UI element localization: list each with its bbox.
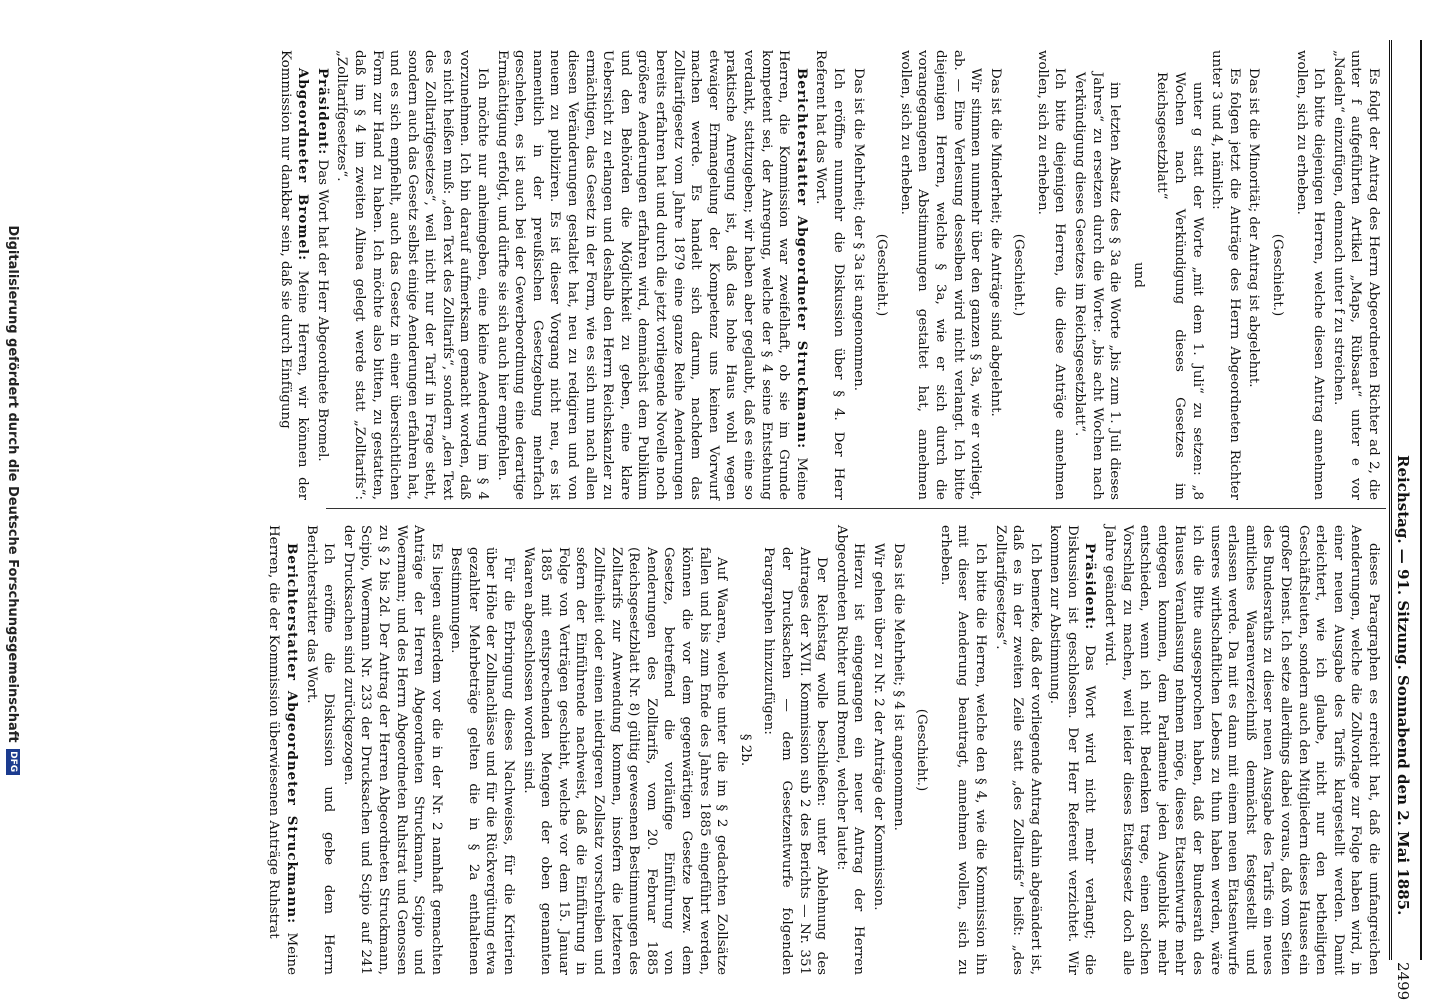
speech-paragraph — [276, 50, 311, 500]
body-paragraph: Wir gehen über zu Nr. 2 der Anträge der Kommission. — [870, 543, 886, 911]
speech-paragraph — [1046, 525, 1099, 975]
right-column — [263, 525, 1382, 975]
centered-line: (Geschieht.) — [914, 708, 930, 792]
page-number: 2499 — [1394, 962, 1412, 1000]
quoted-motion: im letzten Absatz des § 3a die Worte „bis zum 1. Juli dieses Jahres“ zu ersetzen durch die Worte: „bis acht Wochen nach Verkündigung dieses Gesetzes im Reichsgesetzblatt“. — [1072, 72, 1123, 500]
body-paragraph: Ich bitte diejenigen Herren, welche diesen Antrag annehmen wollen, sich zu erheben. — [1293, 50, 1327, 500]
page-header-title: Reichstag. — 91. Sitzung. Sonnabend den 2. Mai 1885. — [1394, 455, 1412, 916]
body-paragraph: Ich bitte die Herren, welche den § 4, wie die Kommission ihn mit dieser Aenderung beantragt, annehmen wollen, sich zu erheben. — [937, 525, 988, 975]
quoted-motion: Der Reichstag wolle beschließen: unter Ablehnung des Antrages der XVII. Kommission sub 2 des Berichts — Nr. 351 der Drucksachen — dem Gesetzentwurfe folgenden Paragraphen hinzuzufügen: — [761, 547, 830, 975]
body-paragraph: Ich eröffne die Diskussion und gebe dem Herrn Berichterstatter das Wort. — [303, 525, 337, 975]
body-paragraph: Wir stimmen nunmehr über den ganzen § 3a, wie er vorliegt, ab. — Eine Verlesung desselben wird nicht verlangt. Ich bitte diejenigen Herren, welche § 3a, wie er sich durch die vorangegangenen Abstimmungen gestaltet hat, annehmen wollen, sich zu erheben. — [897, 50, 984, 500]
body-paragraph: Ich bemerke, daß der vorliegende Antrag dahin abgeändert ist, daß es in der zweiten Zeile statt „des Zolltarifs“ heißt: „des Zolltarifgesetzes“. — [992, 525, 1043, 975]
body-paragraph: dieses Paragraphen es erreicht hat, daß die umfangreichen Aenderungen, welche die Zollvorlage zur Folge haben wird, in einer neuen Ausgabe des Tarifs klargestellt werden. Damit erleichtert, wie ich glaube, nicht nur den betheiligten Geschäftsleuten, sondern auch den Mitgliedern dieses Hauses ein großer Dienst. Ich setze allerdings dabei voraus, daß vom Seiten des Bundesraths zu dieser neuen Ausgabe des Tarifs ein neues amtliches Waarenverzeichniß demnächst festgestellt und erlassen werde. Da mit es dann mit einem neuen Etatsentwurfe unseres wirthschaftlichen Lebens zu thun haben werden, wäre ich die Bitte ausgesprochen haben, daß der Bundesrath des Hauses Veranlassung nehmen möge, dieses Etatsentwurfe mehr entgegen kommen, dem Parlamente jeden Augenblick mehr entschieden, wenn ich nicht Bedenken trage, einen solchen Vorschlag zu machen, weil leider dieses Etatsgesetz doch alle Jahre geändert wird. — [1102, 525, 1381, 975]
speech-text: Meine Herren, wir können der Kommission nur dankbar sein, daß sie durch Einfügung — [277, 50, 311, 501]
speaker-name: Präsident: — [314, 68, 331, 156]
speech-text: Meine Herren, die Kommission war zweifelhaft, ob sie im Grunde kompetent sei, der Anregung, welche der § 4 seine Entstehung verdankt, stattzugeben; wir haben aber geglaubt, daß es eine so praktische Anregung ist, daß das hohe Haus wohl wegen etwaiger Ermangelung der Kompetenz uns keinen Vorwurf machen werde. Es handelt sich darum, nachdem das Zolltarifgesetz vom Jahre 1879 eine ganze Reihe Aenderungen bereits erfahren hat und durch die jetzt vorliegende Novelle noch größere Aenderungen erfahren wird, demnächst dem Publikum und den Behörden die Möglichkeit zu geben, eine klare Uebersicht zu erlangen und deshalb den Herrn Reichskanzler zu ermächtigen, das Gesetz in der Form, wie es sich nun nach allen diesen Veränderungen gestaltet hat, neu zu redigiren und von neuem zu publiziren. Es ist dieser Vorgang nicht neu, es ist namentlich in der preußischen Gesetzgebung mehrfach geschehen, es ist auch bei der Gewerbeordnung eine derartige Ermächtigung erfolgt, und dürfte sie sich auch hier empfehlen. — [494, 50, 809, 500]
left-column — [274, 50, 1382, 500]
speech-text: Das Wort hat der Herr Abgeordnete Bromel. — [314, 159, 330, 462]
body-paragraph: Ich bitte diejenigen Herren, die diese Anträge annehmen wollen, sich zu erheben. — [1034, 50, 1068, 500]
body-paragraph: Das ist die Minderheit; die Anträge sind abgelehnt. — [987, 68, 1003, 417]
body-paragraph: Das ist die Mehrheit; § 4 ist angenommen. — [890, 543, 906, 831]
body-paragraph: Ich eröffne nunmehr die Diskussion über § 4. Der Herr Referent hat das Wort. — [813, 50, 846, 500]
centered-line: (Geschieht.) — [874, 233, 890, 317]
body-paragraph: Das ist die Minorität; der Antrag ist abgelehnt. — [1246, 68, 1262, 388]
credit-text: Digitalisierung gefördert durch die Deutsche Forschungsgemeinschaft — [5, 225, 21, 743]
dfg-logo: DFG — [6, 749, 20, 775]
speech-paragraph — [493, 50, 810, 500]
speaker-name: Berichterstatter Abgeordneter Struckmann: — [793, 68, 810, 450]
speaker-name: Abgeordneter Bromel: — [295, 68, 312, 262]
quoted-motion: unter g statt der Worte „mit dem 1. Juli“ zu setzen: „8 Wochen nach Verkündigung dieses Gesetzes im Reichsgesetzblatt“ — [1154, 72, 1205, 500]
centered-line: und — [1130, 262, 1146, 288]
quoted-motion: Auf Waaren, welche unter die im § 2 gedachten Zollsätze fallen und bis zum Ende des Jahres 1885 eingeführt werden, können die vor dem gegenwärtigen Gesetze bezw. dem Gesetze, betreffend die vorläufige Einführung von Aenderungen des Zolltarifs, vom 20. Februar 1885 (Reichsgesetzblatt Nr. 8) gültig gewesenen Bestimmungen des Zolltarifs zur Anwendung kommen, insofern die letzteren Zollfreiheit oder einen niedrigeren Zollsatz vorschreiben und sofern der Einführende nachweist, daß die Einführung in Folge von Verträgen geschieht, welche vor dem 15. Januar 1885 mit entsprechenden Mengen der oben genannten Waaren abgeschlossen worden sind. — [520, 547, 730, 975]
speech-text: Meine Herren, die der Kommission überwiesenen Anträge Ruhstrat — [266, 525, 299, 975]
speech-paragraph — [313, 50, 331, 500]
centered-line: § 2b. — [737, 733, 753, 767]
speech-text: Das Wort wird nicht mehr verlangt; die Diskussion ist geschlossen. Der Herr Referent verzichtet. Wir kommen zur Abstimmung. — [1047, 525, 1098, 975]
body-paragraph: Das ist die Mehrheit; der § 3a ist angenommen. — [850, 68, 866, 391]
centered-line: (Geschieht.) — [1011, 233, 1027, 317]
centered-line: (Geschieht.) — [1270, 233, 1286, 317]
header-top-line — [1420, 40, 1422, 960]
speaker-name: Präsident: — [1082, 543, 1099, 631]
body-paragraph: Es folgen jetzt die Anträge des Herrn Abgeordneten Richter unter 3 und 4, nämlich: — [1209, 50, 1242, 500]
digitization-credit — [0, 0, 26, 1000]
header-double-rule — [1389, 40, 1392, 960]
speech-paragraph — [265, 525, 300, 975]
body-paragraph: Hierzu ist eingegangen ein neuer Antrag der Herren Abgeordneten Richter und Bromel, welcher lautet: — [833, 525, 867, 975]
body-paragraph: Ich möchte nur anheimgeben, eine kleine Aenderung im § 4 vorzunehmen. Ich bin darauf aufmerksam gemacht worden, daß es nicht heißen muß: „den Text des Zolltarifs“, sondern „den Text des Zolltarifgesetzes“, weil nicht nur der Tarif in Frage steht, sondern auch das Gesetz selbst einige Aenderungen erfahren hat, und es sich empfiehlt, auch das Gesetz in einer übersichtlichen Form zur Hand zu haben. Ich möchte also bitten, zu gestatten, daß im § 4 im zweiten Alinea gelegt werde statt „Zolltarifs“: „Zolltarifgesetzes“. — [334, 50, 491, 500]
body-paragraph: Es folgt der Antrag des Herrn Abgeordneten Richter ad 2, die unter f aufgeführten Artikel „Maps, Rübsaat“ unter e vor „Nadeln“ einzufügen, demnach unter f zu streichen. — [1330, 50, 1381, 500]
body-paragraph: Es liegen außerdem vor die in der Nr. 2 namhaft gemachten Anträge der Herren Abgeordneten Struckmann, Scipio und Woermann; und des Herrn Abgeordneten Ruhstrat und Genossen zu § 2 bis 2d. Der Antrag der Herren Abgeordneten Struckmann, Scipio, Woermann Nr. 233 der Drucksachen und Scipio auf 241 der Drucksachen sind zurückgezogen. — [340, 525, 444, 975]
column-divider — [326, 508, 1386, 509]
quoted-motion: Für die Erbringung dieses Nachweises, für die Kriterien über Höhe der Zollnachlässe und für die Rückvergütung etwa gezahlter Mehrbeträge gelten die in § 2a enthaltenen Bestimmungen. — [448, 547, 517, 975]
speaker-name: Berichterstatter Abgeordneter Struckmann: — [283, 543, 300, 925]
